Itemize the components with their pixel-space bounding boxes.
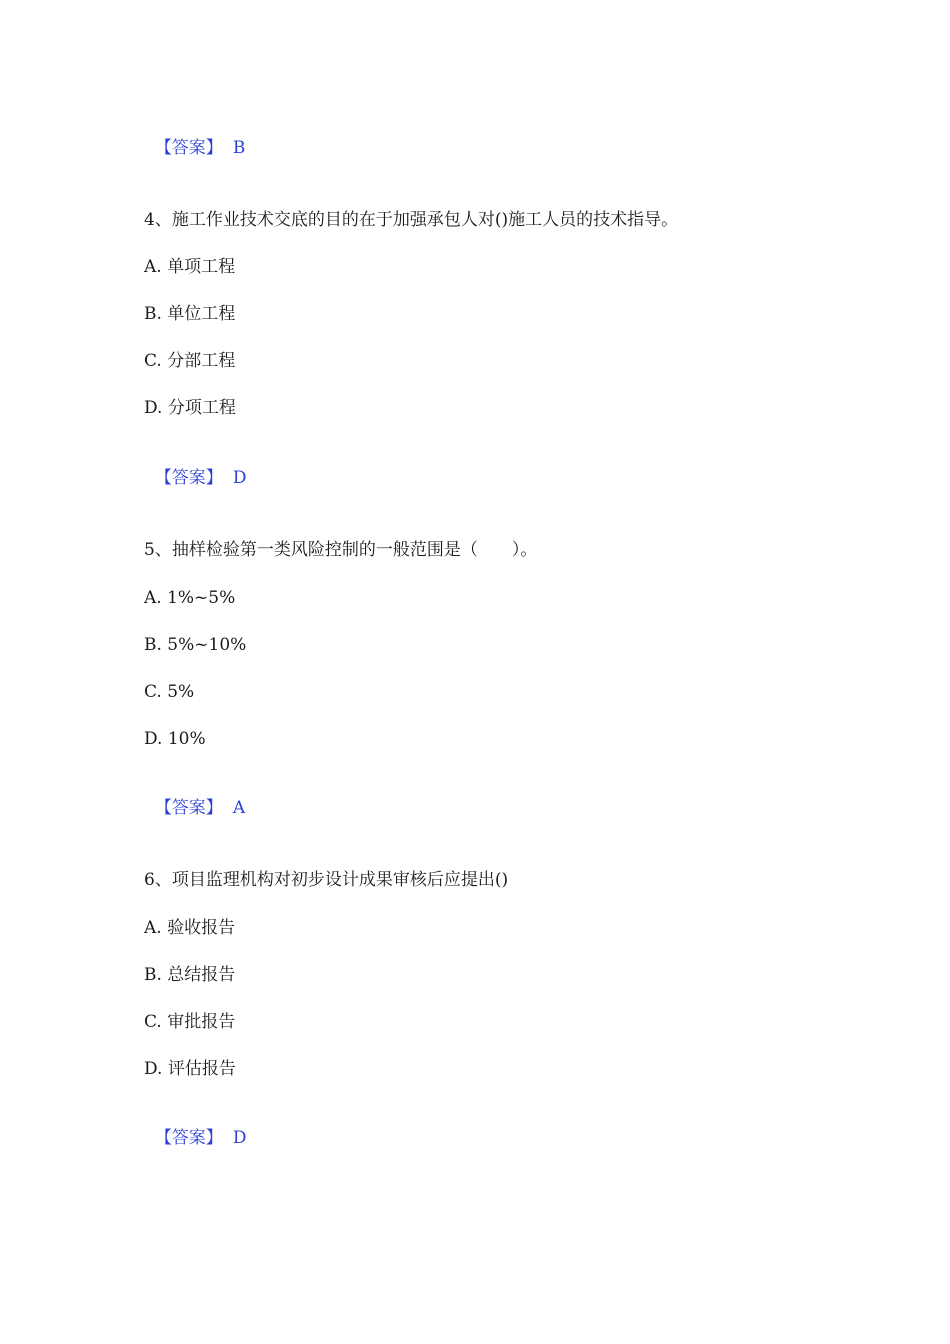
option-b: B. 单位工程 [144,304,236,324]
option-c: C. 审批报告 [144,1012,236,1032]
answer-label: 【答案】 [154,468,223,488]
option-a: A. 单项工程 [144,257,236,277]
answer-line [144,775,245,819]
answer-line [144,115,245,159]
option-c: C. 5% [144,682,195,702]
answer-label: 【答案】 [154,138,223,158]
question-stem: 4、施工作业技术交底的目的在于加强承包人对()施工人员的技术指导。 [144,210,679,230]
answer-value: A [232,798,246,818]
answer-value: D [232,1128,247,1148]
option-c: C. 分部工程 [144,351,236,371]
option-d: D. 评估报告 [144,1059,236,1079]
answer-label: 【答案】 [154,798,223,818]
question-stem: 6、项目监理机构对初步设计成果审核后应提出() [144,870,509,890]
option-d: D. 分项工程 [144,398,236,418]
option-d: D. 10% [144,729,206,749]
answer-line [144,445,246,489]
answer-value: B [232,138,246,158]
option-b: B. 5%~10% [144,635,247,655]
answer-label: 【答案】 [154,1128,223,1148]
option-b: B. 总结报告 [144,965,236,985]
answer-line [144,1105,246,1149]
option-a: A. 1%~5% [144,588,236,608]
answer-value: D [232,468,247,488]
option-a: A. 验收报告 [144,918,236,938]
question-stem: 5、抽样检验第一类风险控制的一般范围是（ ）。 [144,540,538,560]
